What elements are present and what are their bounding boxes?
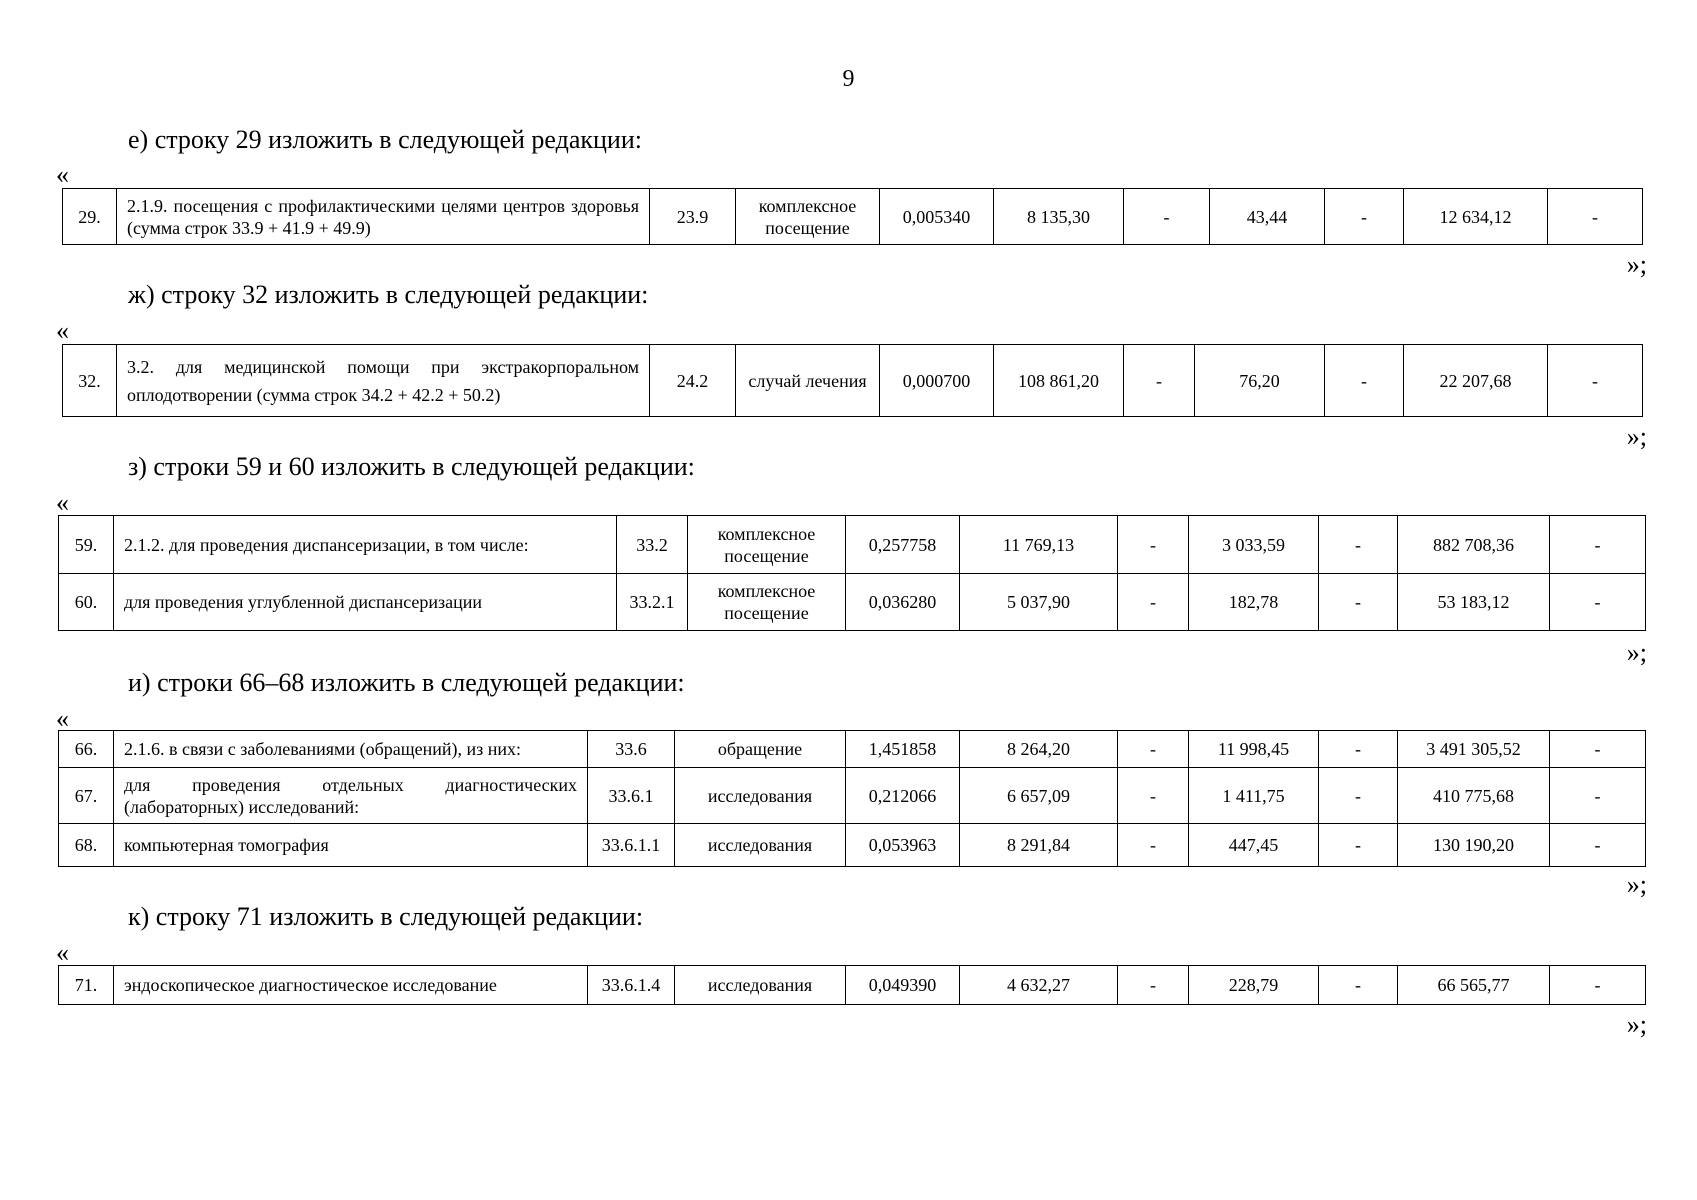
row-value: - (1118, 516, 1189, 574)
row-value: - (1124, 189, 1210, 245)
row-value: - (1118, 574, 1189, 631)
table-row (59, 966, 1646, 1005)
row-name: для проведения углубленной диспансеризации (114, 574, 617, 631)
section-heading: ж) строку 32 изложить в следующей редакции: (128, 280, 649, 309)
row-cost-norm: 5 037,90 (960, 574, 1118, 631)
table-row (63, 345, 1643, 417)
row-number: 66. (59, 731, 114, 768)
row-cost-norm: 8 135,30 (994, 189, 1124, 245)
row-value: 447,45 (1189, 824, 1319, 867)
row-value: - (1124, 345, 1195, 417)
row-name: эндоскопическое диагностическое исследование (114, 966, 588, 1005)
close-quote: »; (1626, 250, 1647, 279)
row-value: - (1550, 824, 1646, 867)
row-name: компьютерная томография (114, 824, 588, 867)
row-number: 60. (59, 574, 114, 631)
row-value: 11 998,45 (1189, 731, 1319, 768)
row-value: 1 411,75 (1189, 768, 1319, 824)
row-value: - (1548, 345, 1643, 417)
row-name: 2.1.2. для проведения диспансеризации, в том числе: (114, 516, 617, 574)
row-value: 66 565,77 (1398, 966, 1550, 1005)
row-value: 882 708,36 (1398, 516, 1550, 574)
row-code: 33.6 (588, 731, 675, 768)
row-value: - (1550, 966, 1646, 1005)
row-name: 2.1.9. посещения с профилактическими целями центров здоровья (сумма строк 33.9 + 41.9 + 49.9) (117, 189, 650, 245)
row-value: - (1118, 768, 1189, 824)
row-value: - (1550, 768, 1646, 824)
row-code: 33.6.1.4 (588, 966, 675, 1005)
row-code: 33.6.1 (588, 768, 675, 824)
row-unit: обращение (675, 731, 846, 768)
amendment-table (58, 965, 1646, 1005)
row-unit: исследования (675, 966, 846, 1005)
section-heading: к) строку 71 изложить в следующей редакции: (128, 902, 644, 931)
row-cost-norm: 8 264,20 (960, 731, 1118, 768)
row-value: - (1325, 345, 1404, 417)
close-quote: »; (1626, 1010, 1647, 1039)
row-value: 53 183,12 (1398, 574, 1550, 631)
table-row (59, 574, 1646, 631)
row-value: - (1319, 574, 1398, 631)
row-volume-norm: 0,257758 (846, 516, 960, 574)
row-volume-norm: 0,036280 (846, 574, 960, 631)
row-volume-norm: 0,212066 (846, 768, 960, 824)
amendment-table (58, 515, 1646, 631)
row-number: 71. (59, 966, 114, 1005)
open-quote: « (56, 316, 69, 345)
row-value: - (1548, 189, 1643, 245)
row-name: для проведения отдельных диагностических (лабораторных) исследований: (114, 768, 588, 824)
row-value: 12 634,12 (1404, 189, 1548, 245)
row-volume-norm: 0,049390 (846, 966, 960, 1005)
row-value: - (1118, 731, 1189, 768)
row-volume-norm: 0,053963 (846, 824, 960, 867)
row-unit: комплексное посещение (736, 189, 880, 245)
row-name: 3.2. для медицинской помощи при экстракорпоральном оплодотворении (сумма строк 34.2 + 42.2 + 50.2) (117, 345, 650, 417)
row-value: - (1550, 731, 1646, 768)
row-unit: комплексное посещение (688, 516, 846, 574)
section-heading: з) строки 59 и 60 изложить в следующей редакции: (128, 452, 695, 481)
open-quote: « (56, 160, 69, 189)
row-code: 24.2 (650, 345, 736, 417)
table-row (59, 768, 1646, 824)
table-row (59, 516, 1646, 574)
row-volume-norm: 0,000700 (880, 345, 994, 417)
open-quote: « (56, 704, 69, 733)
row-code: 23.9 (650, 189, 736, 245)
amendment-table (62, 344, 1643, 417)
section-heading: и) строки 66–68 изложить в следующей редакции: (128, 668, 685, 697)
table-row (63, 189, 1643, 245)
row-value: - (1550, 516, 1646, 574)
row-value: 182,78 (1189, 574, 1319, 631)
page-number: 9 (842, 66, 855, 92)
section-heading: е) строку 29 изложить в следующей редакции: (128, 125, 642, 154)
row-value: 22 207,68 (1404, 345, 1548, 417)
row-value: - (1118, 966, 1189, 1005)
table-row (59, 731, 1646, 768)
amendment-table (58, 730, 1646, 867)
row-value: - (1319, 824, 1398, 867)
row-value: - (1325, 189, 1404, 245)
row-value: 43,44 (1210, 189, 1325, 245)
row-cost-norm: 4 632,27 (960, 966, 1118, 1005)
row-number: 59. (59, 516, 114, 574)
row-value: 3 491 305,52 (1398, 731, 1550, 768)
row-number: 68. (59, 824, 114, 867)
row-volume-norm: 0,005340 (880, 189, 994, 245)
row-value: - (1118, 824, 1189, 867)
close-quote: »; (1626, 422, 1647, 451)
row-value: - (1319, 768, 1398, 824)
row-code: 33.2.1 (617, 574, 688, 631)
row-code: 33.2 (617, 516, 688, 574)
row-value: 410 775,68 (1398, 768, 1550, 824)
row-number: 32. (63, 345, 117, 417)
table-row (59, 824, 1646, 867)
row-value: 130 190,20 (1398, 824, 1550, 867)
close-quote: »; (1626, 870, 1647, 899)
row-cost-norm: 11 769,13 (960, 516, 1118, 574)
row-name: 2.1.6. в связи с заболеваниями (обращений), из них: (114, 731, 588, 768)
row-unit: исследования (675, 768, 846, 824)
row-value: 76,20 (1195, 345, 1325, 417)
row-value: - (1319, 966, 1398, 1005)
row-value: - (1319, 731, 1398, 768)
row-unit: исследования (675, 824, 846, 867)
close-quote: »; (1626, 638, 1647, 667)
row-number: 67. (59, 768, 114, 824)
row-cost-norm: 108 861,20 (994, 345, 1124, 417)
row-cost-norm: 8 291,84 (960, 824, 1118, 867)
row-value: 228,79 (1189, 966, 1319, 1005)
row-volume-norm: 1,451858 (846, 731, 960, 768)
row-number: 29. (63, 189, 117, 245)
open-quote: « (56, 938, 69, 967)
row-cost-norm: 6 657,09 (960, 768, 1118, 824)
row-unit: комплексное посещение (688, 574, 846, 631)
row-code: 33.6.1.1 (588, 824, 675, 867)
row-value: - (1550, 574, 1646, 631)
row-unit: случай лечения (736, 345, 880, 417)
open-quote: « (56, 488, 69, 517)
row-value: 3 033,59 (1189, 516, 1319, 574)
amendment-table (62, 188, 1643, 245)
row-value: - (1319, 516, 1398, 574)
